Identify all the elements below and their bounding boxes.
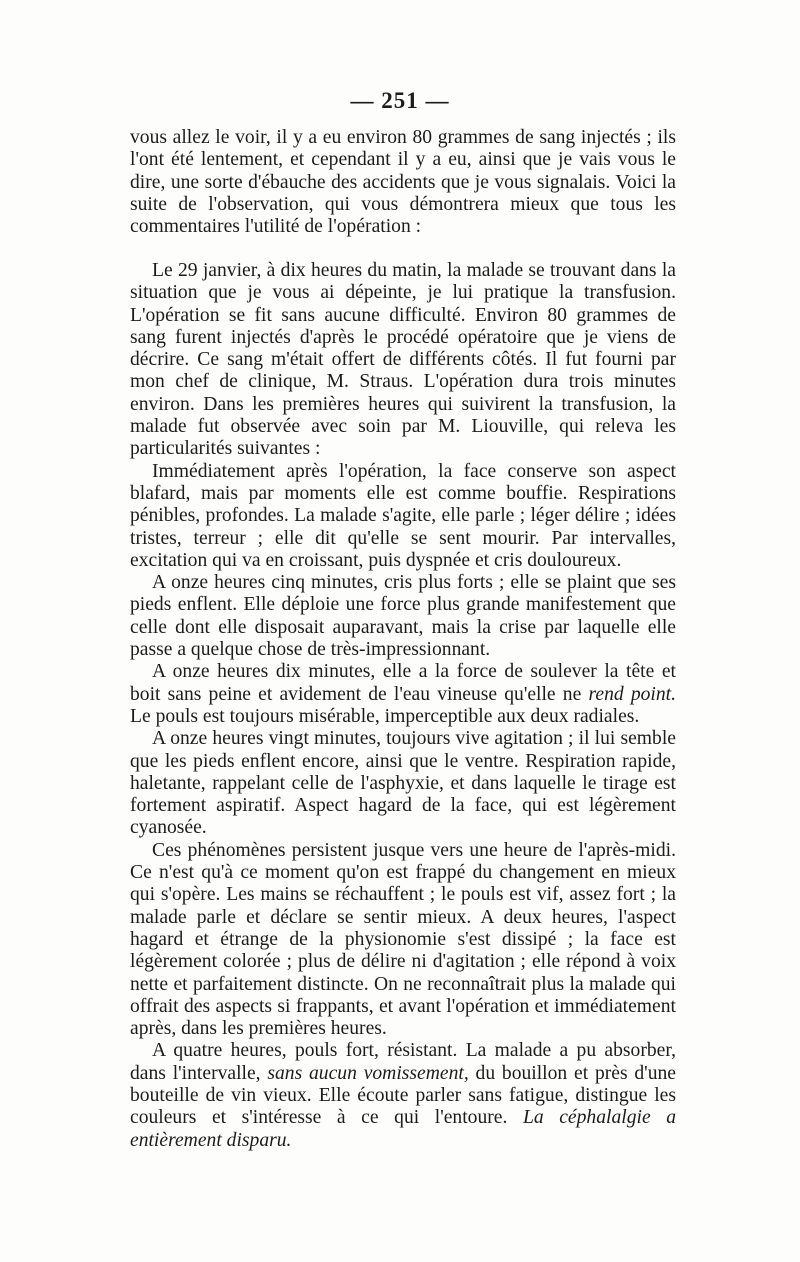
intro-text — [130, 127, 676, 238]
intro-paragraph: vous allez le voir, il y a eu environ 80 grammes de sang injectés ; ils l'ont été lentement, et cependant il y a eu, ainsi que je vais vous le dire, une sorte d'ébauche des accidents que je vous signalais. Voici la suite de l'observation, qui vous démontrera mieux que tous les commentaires l'utilité de l'opération : — [130, 127, 676, 238]
page-number: — 251 — — [350, 88, 450, 113]
observation-paragraph-4-text: A onze heures dix minutes, elle a la force de soulever la tête et boit sans peine et avidement de l'eau vineuse qu'elle ne — [130, 661, 676, 705]
observation-paragraph-7-italic-1: sans aucun vomissement, — [267, 1062, 469, 1084]
observation-paragraph-7-text: A quatre heures, pouls fort, résistant. La malade a pu absorber, dans l'intervalle, — [130, 1040, 676, 1084]
observation-paragraph-7-mid: du bouillon et près d'une bouteille de vin vieux. Elle écoute parler sans fatigue, distingue les couleurs et s'intéresse à ce qui l'entoure. — [130, 1062, 677, 1129]
observation-paragraph-7-italic-2: La céphalalgie a entièrement disparu. — [130, 1107, 676, 1151]
observation-paragraph-4-tail: Le pouls est toujours misérable, imperceptible aux deux radiales. — [130, 705, 640, 727]
observation-paragraph-6: Ces phénomènes persistent jusque vers une heure de l'après-midi. Ce n'est qu'à ce moment qu'on est frappé du changement en mieux qui s'opère. Les mains se réchauffent ; le pouls est vif, assez fort ; la malade parle et déclare se sentir mieux. A deux heures, l'aspect hagard et étrange de la physionomie s'est dissipé ; la face est légèrement colorée ; plus de délire ni d'agitation ; elle répond à voix nette et parfaitement distincte. On ne reconnaîtrait plus la malade qui offrait des aspects si frappants, et avant l'opération et immédiatement après, dans les premières heures. — [130, 839, 676, 1040]
observation-text — [130, 260, 676, 1152]
observation-paragraph-7 — [130, 1040, 676, 1151]
observation-paragraph-4 — [130, 661, 676, 728]
observation-paragraph-3: A onze heures cinq minutes, cris plus forts ; elle se plaint que ses pieds enflent. Elle déploie une force plus grande manifestement que celle dont elle disposait auparavant, mais la crise par laquelle elle passe a quelque chose de très-impressionnant. — [130, 572, 676, 661]
observation-paragraph-1: Le 29 janvier, à dix heures du matin, la malade se trouvant dans la situation que je vous ai dépeinte, je lui pratique la transfusion. L'opération se fit sans aucune difficulté. Environ 80 grammes de sang furent injectés d'après le procédé opératoire que je viens de décrire. Ce sang m'était offert de différents côtés. Il fut fourni par mon chef de clinique, M. Straus. L'opération dura trois minutes environ. Dans les premières heures qui suivirent la transfusion, la malade fut observée avec soin par M. Liouville, qui releva les particularités suivantes : — [130, 260, 676, 460]
observation-paragraph-5: A onze heures vingt minutes, toujours vive agitation ; il lui semble que les pieds enflent encore, ainsi que le ventre. Respiration rapide, haletante, rappelant celle de l'asphyxie, et dans laquelle le tirage est fortement aspiratif. Aspect hagard de la face, qui est légèrement cyanosée. — [130, 728, 676, 839]
observation-paragraph-4-italic: rend point. — [588, 683, 676, 705]
observation-paragraph-2: Immédiatement après l'opération, la face conserve son aspect blafard, mais par moments elle est comme bouffie. Respirations pénibles, profondes. La malade s'agite, elle parle ; léger délire ; idées tristes, terreur ; elle dit qu'elle se sent mourir. Par intervalles, excitation qui va en croissant, puis dyspnée et cris douloureux. — [130, 460, 676, 571]
